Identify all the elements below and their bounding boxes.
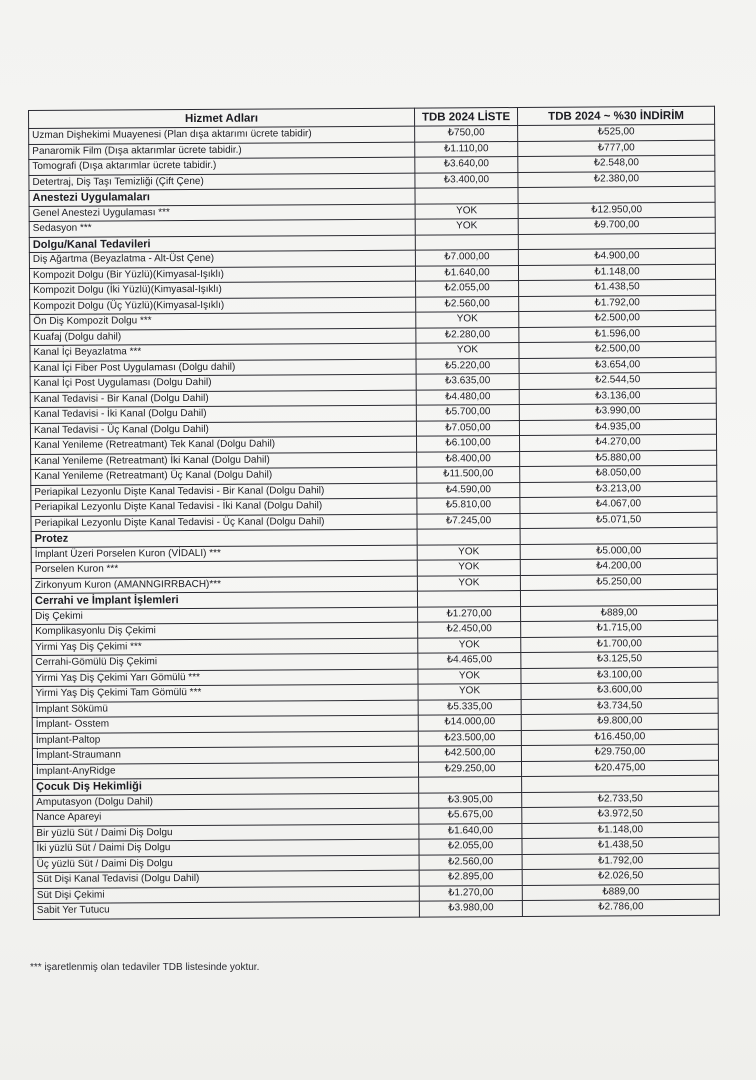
discount-price: ₺9.800,00: [521, 713, 718, 730]
discount-price: ₺3.600,00: [521, 682, 718, 699]
section-title: Cerrahi ve İmplant İşlemleri: [31, 591, 417, 609]
list-price: ₺2.280,00: [416, 327, 519, 343]
service-name: Uzman Dişhekimi Muayenesi (Plan dışa aktarımı ücrete tabidir): [29, 126, 415, 144]
service-name: Diş Ağartma (Beyazlatma - Alt-Üst Çene): [29, 250, 415, 268]
list-price: ₺750,00: [415, 126, 518, 142]
service-name: Komplikasyonlu Diş Çekimi: [32, 622, 418, 640]
list-price: YOK: [417, 544, 520, 560]
list-price: ₺3.640,00: [415, 157, 518, 173]
discount-price: ₺4.200,00: [520, 558, 717, 575]
section-title: Protez: [31, 529, 417, 547]
discount-price: ₺1.700,00: [521, 636, 718, 653]
service-name: İki yüzlü Süt / Daimi Diş Dolgu: [33, 839, 419, 857]
service-name: Süt Dişi Çekimi: [33, 886, 419, 904]
list-price: ₺42.500,00: [418, 745, 521, 761]
discount-price: ₺8.050,00: [520, 465, 717, 482]
discount-price: ₺4.900,00: [518, 248, 715, 265]
service-name: Süt Dişi Kanal Tedavisi (Dolgu Dahil): [33, 870, 419, 888]
service-name: Periapikal Lezyonlu Dişte Kanal Tedavisi - Bir Kanal (Dolgu Dahil): [31, 483, 417, 501]
service-name: İmplant Sökümü: [32, 700, 418, 718]
header-service-name: Hizmet Adları: [29, 108, 415, 128]
discount-price: ₺4.270,00: [519, 434, 716, 451]
discount-price: ₺2.500,00: [519, 341, 716, 358]
discount-price: ₺525,00: [518, 124, 715, 141]
discount-price: ₺1.792,00: [519, 295, 716, 312]
service-name: Yirmi Yaş Diş Çekimi Yarı Gömülü ***: [32, 669, 418, 687]
price-table: [28, 106, 720, 920]
discount-price: ₺29.750,00: [521, 744, 718, 761]
list-price: ₺3.635,00: [416, 374, 519, 390]
service-name: Ön Diş Kompozit Dolgu ***: [30, 312, 416, 330]
list-price: ₺29.250,00: [418, 761, 521, 777]
service-name: Kuafaj (Dolgu dahil): [30, 328, 416, 346]
discount-price: ₺3.972,50: [522, 806, 719, 823]
service-name: Diş Çekimi: [32, 607, 418, 625]
list-price: YOK: [415, 203, 518, 219]
service-name: Porselen Kuron ***: [31, 560, 417, 578]
empty-cell: [417, 529, 520, 545]
list-price: ₺5.675,00: [419, 807, 522, 823]
list-price: YOK: [418, 668, 521, 684]
list-price: YOK: [417, 560, 520, 576]
header-list-price: TDB 2024 LİSTE: [414, 108, 517, 127]
list-price: ₺5.700,00: [416, 405, 519, 421]
list-price: ₺2.055,00: [419, 838, 522, 854]
empty-cell: [520, 589, 717, 606]
service-name: Üç yüzlü Süt / Daimi Diş Dolgu: [33, 855, 419, 873]
empty-cell: [417, 591, 520, 607]
discount-price: ₺889,00: [521, 605, 718, 622]
list-price: ₺2.560,00: [419, 854, 522, 870]
service-name: İmplant-Straumann: [32, 746, 418, 764]
discount-price: ₺1.596,00: [519, 326, 716, 343]
discount-price: ₺3.654,00: [519, 357, 716, 374]
discount-price: ₺3.213,00: [520, 481, 717, 498]
list-price: YOK: [416, 343, 519, 359]
empty-cell: [415, 188, 518, 204]
discount-price: ₺4.935,00: [519, 419, 716, 436]
service-name: Kanal Yenileme (Retreatmant) İki Kanal (Dolgu Dahil): [31, 452, 417, 470]
list-price: ₺1.640,00: [415, 265, 518, 281]
service-name: İmplant-Paltop: [32, 731, 418, 749]
discount-price: ₺2.026,50: [522, 868, 719, 885]
service-name: Kanal Tedavisi - Bir Kanal (Dolgu Dahil): [30, 390, 416, 408]
list-price: YOK: [415, 219, 518, 235]
discount-price: ₺2.548,00: [518, 155, 715, 172]
service-name: Bir yüzlü Süt / Daimi Diş Dolgu: [33, 824, 419, 842]
list-price: ₺3.980,00: [419, 900, 522, 916]
discount-price: ₺20.475,00: [521, 760, 718, 777]
discount-price: ₺2.733,50: [522, 791, 719, 808]
discount-price: ₺4.067,00: [520, 496, 717, 513]
list-price: ₺6.100,00: [416, 436, 519, 452]
service-name: Kompozit Dolgu (Üç Yüzlü)(Kimyasal-Işıklı): [30, 297, 416, 315]
empty-cell: [419, 776, 522, 792]
list-price: ₺2.450,00: [418, 622, 521, 638]
discount-price: ₺1.438,50: [522, 837, 719, 854]
service-name: Kanal Tedavisi - Üç Kanal (Dolgu Dahil): [30, 421, 416, 439]
service-name: Periapikal Lezyonlu Dişte Kanal Tedavisi - Üç Kanal (Dolgu Dahil): [31, 514, 417, 532]
list-price: ₺3.905,00: [419, 792, 522, 808]
list-price: ₺4.465,00: [418, 652, 521, 668]
service-name: Kanal Yenileme (Retreatmant) Tek Kanal (Dolgu Dahil): [31, 436, 417, 454]
list-price: ₺2.560,00: [416, 296, 519, 312]
discount-price: ₺1.715,00: [521, 620, 718, 637]
service-name: Kompozit Dolgu (İki Yüzlü)(Kimyasal-Işıklı): [30, 281, 416, 299]
list-price: ₺1.110,00: [415, 141, 518, 157]
table-body: [29, 124, 720, 919]
list-price: YOK: [417, 575, 520, 591]
list-price: YOK: [418, 683, 521, 699]
discount-price: ₺5.250,00: [520, 574, 717, 591]
service-name: Panaromik Film (Dışa aktarımlar ücrete tabidir.): [29, 142, 415, 160]
service-name: Nance Apareyi: [33, 808, 419, 826]
list-price: ₺11.500,00: [417, 467, 520, 483]
discount-price: ₺2.500,00: [519, 310, 716, 327]
list-price: ₺2.055,00: [416, 281, 519, 297]
list-price: ₺14.000,00: [418, 714, 521, 730]
discount-price: ₺16.450,00: [521, 729, 718, 746]
section-title: Anestezi Uygulamaları: [29, 188, 415, 206]
service-name: Kanal Tedavisi - İki Kanal (Dolgu Dahil): [30, 405, 416, 423]
list-price: ₺1.270,00: [419, 885, 522, 901]
discount-price: ₺9.700,00: [518, 217, 715, 234]
discount-price: ₺3.734,50: [521, 698, 718, 715]
list-price: YOK: [416, 312, 519, 328]
discount-price: ₺1.792,00: [522, 853, 719, 870]
list-price: YOK: [418, 637, 521, 653]
list-price: ₺23.500,00: [418, 730, 521, 746]
discount-price: ₺889,00: [522, 884, 719, 901]
service-name: Zirkonyum Kuron (AMANNGIRRBACH)***: [31, 576, 417, 594]
empty-cell: [522, 775, 719, 792]
discount-price: ₺2.380,00: [518, 171, 715, 188]
list-price: ₺8.400,00: [417, 451, 520, 467]
service-name: Yirmi Yaş Diş Çekimi Tam Gömülü ***: [32, 684, 418, 702]
list-price: ₺1.640,00: [419, 823, 522, 839]
list-price: ₺7.000,00: [415, 250, 518, 266]
empty-cell: [518, 186, 715, 203]
service-name: Amputasyon (Dolgu Dahil): [33, 793, 419, 811]
service-name: Kompozit Dolgu (Bir Yüzlü)(Kimyasal-Işıklı): [29, 266, 415, 284]
service-name: İmplant Üzeri Porselen Kuron (VİDALI) ***: [31, 545, 417, 563]
discount-price: ₺1.438,50: [519, 279, 716, 296]
list-price: ₺5.810,00: [417, 498, 520, 514]
list-price: ₺5.220,00: [416, 358, 519, 374]
service-name: Detertraj, Diş Taşı Temizliği (Çift Çene): [29, 173, 415, 191]
list-price: ₺1.270,00: [418, 606, 521, 622]
discount-price: ₺3.125,50: [521, 651, 718, 668]
discount-price: ₺12.950,00: [518, 202, 715, 219]
list-price: ₺5.335,00: [418, 699, 521, 715]
section-title: Çocuk Diş Hekimliği: [33, 777, 419, 795]
empty-cell: [520, 527, 717, 544]
list-price: ₺4.480,00: [416, 389, 519, 405]
service-name: Periapikal Lezyonlu Dişte Kanal Tedavisi - İki Kanal (Dolgu Dahil): [31, 498, 417, 516]
service-name: Yirmi Yaş Diş Çekimi ***: [32, 638, 418, 656]
discount-price: ₺5.000,00: [520, 543, 717, 560]
list-price: ₺2.895,00: [419, 869, 522, 885]
service-name: Sedasyon ***: [29, 219, 415, 237]
discount-price: ₺2.544,50: [519, 372, 716, 389]
discount-price: ₺5.071,50: [520, 512, 717, 529]
discount-price: ₺2.786,00: [522, 899, 719, 916]
service-name: Kanal İçi Fiber Post Uygulaması (Dolgu dahil): [30, 359, 416, 377]
list-price: ₺4.590,00: [417, 482, 520, 498]
empty-cell: [415, 234, 518, 250]
header-discount-price: TDB 2024 ~ %30 İNDİRİM: [517, 106, 714, 125]
section-title: Dolgu/Kanal Tedavileri: [29, 235, 415, 253]
discount-price: ₺5.880,00: [520, 450, 717, 467]
footnote: *** işaretlenmiş olan tedaviler TDB listesinde yoktur.: [30, 962, 260, 973]
service-name: Kanal İçi Beyazlatma ***: [30, 343, 416, 361]
service-name: İmplant-AnyRidge: [32, 762, 418, 780]
discount-price: ₺3.136,00: [519, 388, 716, 405]
discount-price: ₺3.990,00: [519, 403, 716, 420]
service-name: Sabit Yer Tutucu: [33, 901, 419, 919]
service-name: İmplant- Osstem: [32, 715, 418, 733]
empty-cell: [518, 233, 715, 250]
list-price: ₺7.050,00: [416, 420, 519, 436]
table-row: [33, 899, 719, 919]
service-name: Genel Anestezi Uygulaması ***: [29, 204, 415, 222]
service-name: Cerrahi-Gömülü Diş Çekimi: [32, 653, 418, 671]
service-name: Kanal İçi Post Uygulaması (Dolgu Dahil): [30, 374, 416, 392]
service-name: Kanal Yenileme (Retreatmant) Üç Kanal (Dolgu Dahil): [31, 467, 417, 485]
list-price: ₺7.245,00: [417, 513, 520, 529]
list-price: ₺3.400,00: [415, 172, 518, 188]
discount-price: ₺3.100,00: [521, 667, 718, 684]
discount-price: ₺1.148,00: [518, 264, 715, 281]
service-name: Tomografi (Dışa aktarımlar ücrete tabidir.): [29, 157, 415, 175]
discount-price: ₺1.148,00: [522, 822, 719, 839]
discount-price: ₺777,00: [518, 140, 715, 157]
